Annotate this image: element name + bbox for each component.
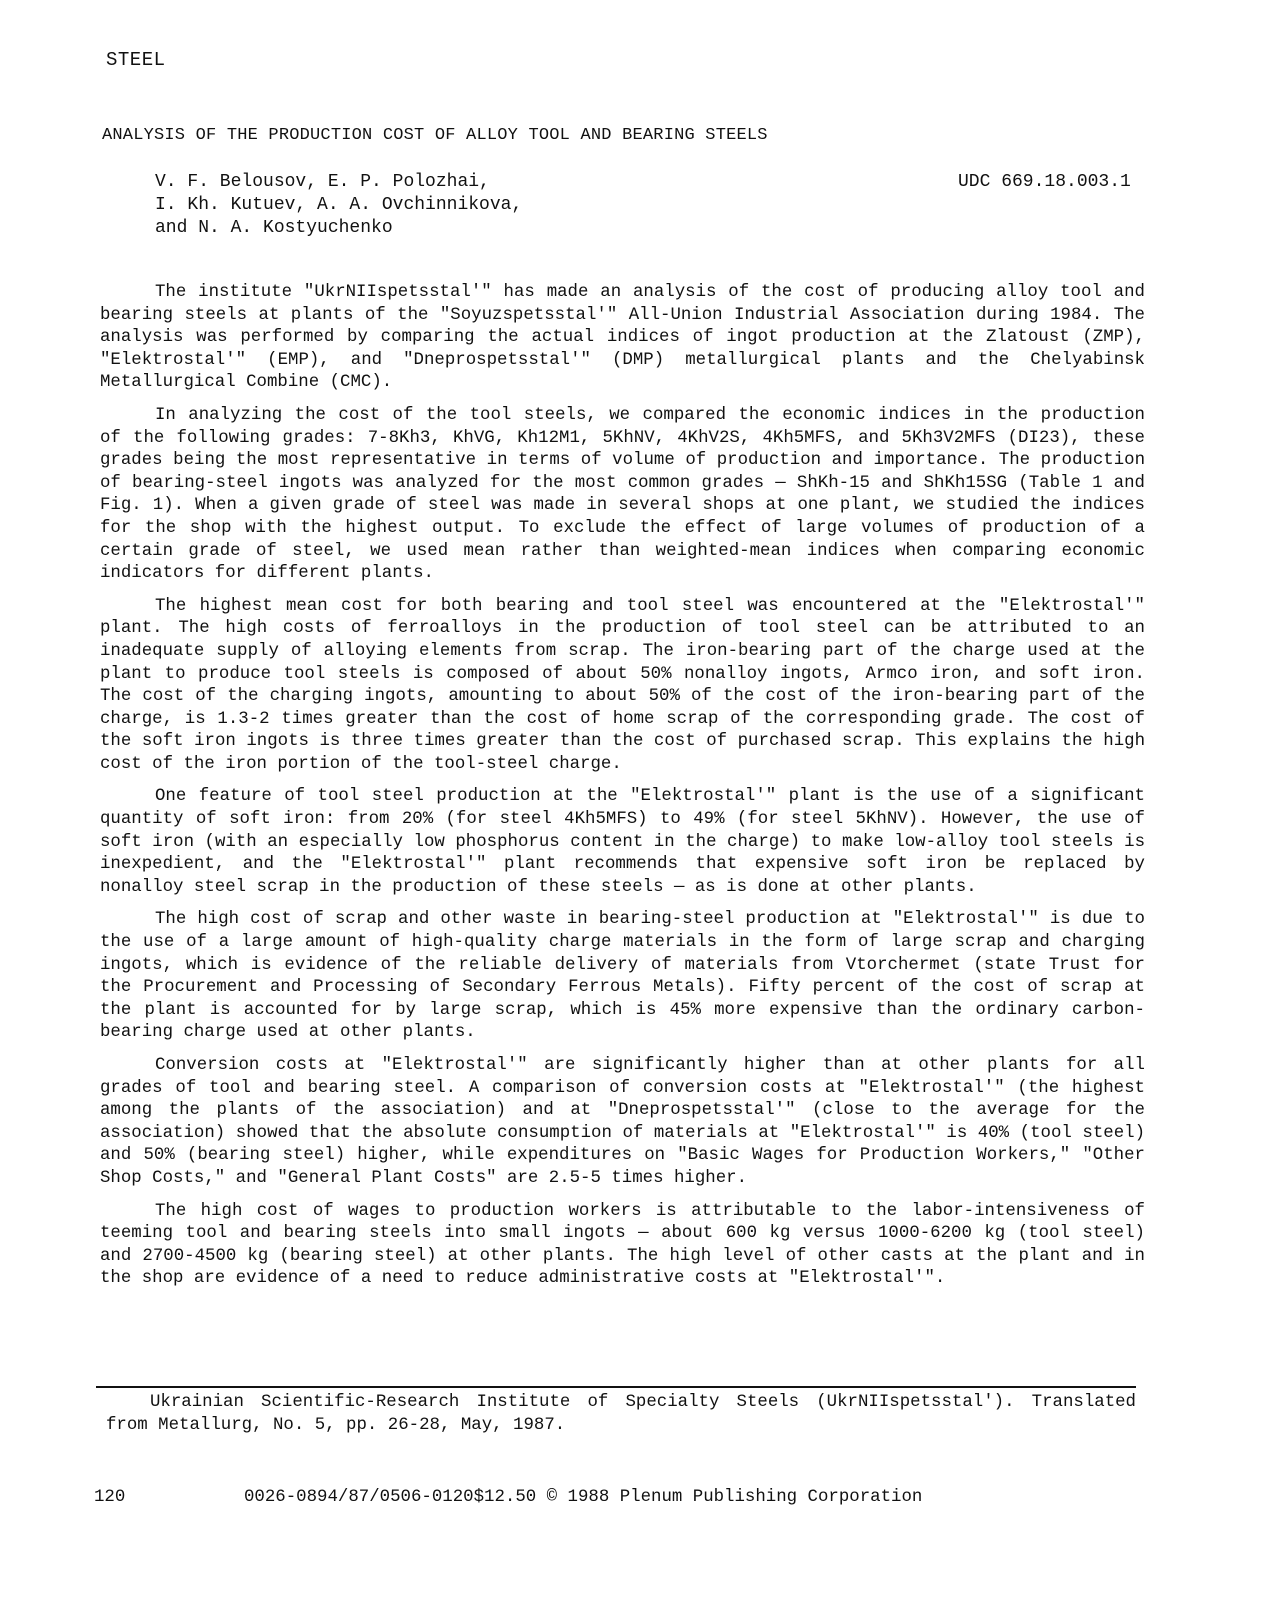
section-label: STEEL (106, 49, 166, 71)
body-paragraph: The high cost of scrap and other waste in bearing-steel production at "Elektrostal'" is due to the use of a large amount of high-quality charge materials in the form of large scrap and charging ingots, which is evidence of the reliable delivery of materials from Vtorchermet (state Trust for the Procurement and Processing of Secondary Ferrous Metals). Fifty percent of the cost of scrap at the plant is accounted for by large scrap, which is 45% more expensive than the ordinary carbon-bearing charge used at other plants. (100, 910, 1145, 1043)
author-line: V. F. Belousov, E. P. Polozhai, (155, 172, 490, 192)
body-paragraph: Conversion costs at "Elektrostal'" are significantly higher than at other plants for all grades of tool and bearing steel. A comparison of conversion costs at "Elektrostal'" (the highest among the plants of the association) and at "Dneprospetsstal'" (close to the average for the association) showed that the absolute consumption of materials at "Elektrostal'" is 40% (tool steel) and 50% (bearing steel) higher, while expenditures on "Basic Wages for Production Workers," "Other Shop Costs," and "General Plant Costs" are 2.5-5 times higher. (100, 1056, 1145, 1188)
body-paragraph: In analyzing the cost of the tool steels, we compared the economic indices in the production of the following grades: 7-8Kh3, KhVG, Kh12M1, 5KhNV, 4KhV2S, 4Kh5MFS, and 5Kh3V2MFS (DI23), these grades being the most representative in terms of volume of production and importance. The production of bearing-steel ingots was analyzed for the most common grades — ShKh-15 and ShKh15SG (Table 1 and Fig. 1). When a given grade of steel was made in several shops at one plant, we studied the indices for the shop with the highest output. To exclude the effect of large volumes of production of a certain grade of steel, we used mean rather than weighted-mean indices when comparing economic indicators for different plants. (100, 405, 1145, 584)
author-line: and N. A. Kostyuchenko (155, 218, 393, 238)
article-title: ANALYSIS OF THE PRODUCTION COST OF ALLOY TOOL AND BEARING STEELS (102, 126, 768, 145)
author-list (155, 171, 522, 240)
body-paragraph: The high cost of wages to production workers is attributable to the labor-intensiveness of teeming tool and bearing steels into small ingots — about 600 kg versus 1000-6200 kg (tool steel) and 2700-4500 kg (bearing steel) at other plants. The high level of other casts at the plant and in the shop are evidence of a need to reduce administrative costs at "Elektrostal'". (100, 1201, 1145, 1289)
body-paragraph: One feature of tool steel production at the "Elektrostal'" plant is the use of a significant quantity of soft iron: from 20% (for steel 4Kh5MFS) to 49% (for steel 5KhNV). However, the use of soft iron (with an especially low phosphorus content in the charge) to make low-alloy tool steels is inexpedient, and the "Elektrostal'" plant recommends that expensive soft iron be replaced by nonalloy steel scrap in the production of these steels — as is done at other plants. (100, 787, 1145, 897)
article-body (100, 282, 1145, 1301)
author-line: I. Kh. Kutuev, A. A. Ovchinnikova, (155, 195, 523, 215)
body-paragraph: The institute "UkrNIIspetsstal'" has made an analysis of the cost of producing alloy tool and bearing steels at plants of the "Soyuzspetsstal'" All-Union Industrial Association during 1984. The analysis was performed by comparing the actual indices of ingot production at the Zlatoust (ZMP), "Elektrostal'" (EMP), and "Dneprospetsstal'" (DMP) metallurgical plants and the Chelyabinsk Metallurgical Combine (CMC). (100, 283, 1145, 393)
footnote-divider (96, 1386, 1136, 1388)
body-paragraph: The highest mean cost for both bearing and tool steel was encountered at the "Elektrostal'" plant. The high costs of ferroalloys in the production of tool steel can be attributed to an inadequate supply of alloying elements from scrap. The iron-bearing part of the charge used at the plant to produce tool steels is composed of about 50% nonalloy ingots, Armco iron, and soft iron. The cost of the charging ingots, amounting to about 50% of the cost of the iron-bearing part of the charge, is 1.3-2 times greater than the cost of home scrap of the corresponding grade. The cost of the soft iron ingots is three times greater than the cost of purchased scrap. This explains the high cost of the iron portion of the tool-steel charge. (100, 596, 1145, 774)
publication-code: 0026-0894/87/0506-0120$12.50 © 1988 Plenum Publishing Corporation (244, 1488, 923, 1507)
page-number: 120 (94, 1488, 126, 1507)
footnote: Ukrainian Scientific-Research Institute of Specialty Steels (UkrNIIspetsstal'). Translated from Metallurg, No. 5, pp. 26-28, May, 1987. (106, 1393, 1136, 1435)
udc-code: UDC 669.18.003.1 (958, 172, 1131, 192)
